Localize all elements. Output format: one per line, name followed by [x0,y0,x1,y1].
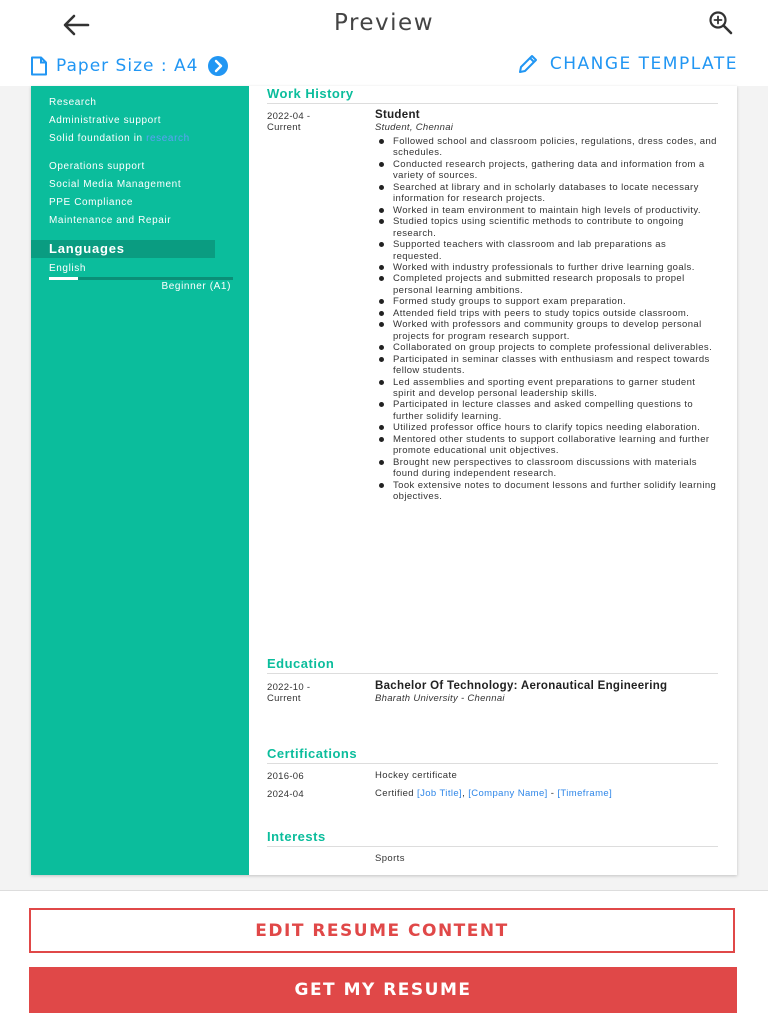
zoom-in-icon [706,9,738,37]
skill-item [49,132,239,150]
work-bullet: Participated in seminar classes with enthusiasm and respect towards fellow students. [393,354,718,377]
work-bullet: Formed study groups to support exam preparation. [393,296,718,307]
paper-size-selector[interactable] [30,54,230,78]
get-my-resume-button[interactable]: GET MY RESUME [29,967,737,1013]
skill-item: Social Media Management [49,179,182,190]
language-proficiency-bar [49,277,233,280]
skill-highlight: research [146,133,190,144]
edit-resume-content-button[interactable]: EDIT RESUME CONTENT [29,908,735,953]
education-date: 2022-10 - Current [267,682,311,704]
chevron-right-circle-icon [206,54,230,78]
certification-date: 2016-06 [267,771,304,782]
work-bullet-list [375,136,718,503]
work-bullet: Worked in team environment to maintain high levels of productivity. [393,205,718,216]
school-name: Bharath University - Chennai [375,693,505,704]
work-bullet: Completed projects and submitted research proposals to propel personal learning ambitions. [393,273,718,296]
work-bullet: Worked with professors and community groups to develop personal projects for program research support. [393,319,718,342]
language-level: Beginner (A1) [161,281,231,292]
bottom-action-bar [0,890,768,1025]
degree-title: Bachelor Of Technology: Aeronautical Engineering [375,680,668,692]
top-app-bar [0,0,768,50]
paper-size-label: Paper Size : A4 [56,56,199,76]
change-template-button[interactable] [516,52,738,76]
work-bullet: Collaborated on group projects to complete professional deliverables. [393,342,718,353]
job-subtitle: Student, Chennai [375,122,454,133]
languages-heading-text: Languages [49,241,125,256]
job-title: Student [375,109,420,121]
pencil-icon [516,52,540,76]
cert-separator: - [550,788,555,799]
work-bullet: Studied topics using scientific methods to contribute to ongoing research. [393,216,718,239]
cert-label: Certified [375,788,414,799]
work-bullet: Led assemblies and sporting event preparations to garner student spirit and develop personal leadership skills. [393,377,718,400]
skill-item: PPE Compliance [49,197,133,208]
work-date: 2022-04 - Current [267,111,311,133]
work-history-heading: Work History [267,86,718,104]
zoom-in-button[interactable] [706,9,738,37]
work-bullet: Worked with industry professionals to further drive learning goals. [393,262,718,273]
resume-preview[interactable] [31,86,737,875]
certification-text: Certified [Job Title], [Company Name] - [Timeframe] [375,788,613,799]
company-name-placeholder: [Company Name] [468,788,548,799]
work-bullet: Utilized professor office hours to clarify topics needing elaboration. [393,422,718,433]
interests-heading: Interests [267,829,718,847]
work-bullet: Supported teachers with classroom and lab preparations as requested. [393,239,718,262]
skill-item: Operations support [49,161,145,172]
work-bullet: Participated in lecture classes and asked compelling questions to further solidify learning. [393,399,718,422]
timeframe-placeholder: [Timeframe] [557,788,613,799]
work-bullet: Brought new perspectives to classroom discussions with materials found during independent research. [393,457,718,480]
language-proficiency-fill [49,277,78,280]
work-entry [375,109,718,503]
skill-text: Solid foundation in [49,133,143,144]
resume-sidebar [31,86,249,875]
change-template-label: CHANGE TEMPLATE [549,54,738,74]
languages-heading [31,240,215,258]
work-bullet: Conducted research projects, gathering data and information from a variety of sources. [393,159,718,182]
work-bullet: Took extensive notes to document lessons and further solidify learning objectives. [393,479,717,503]
certification-date: 2024-04 [267,789,304,800]
work-bullet: Attended field trips with peers to study topics outside classroom. [393,308,718,319]
skill-item: Maintenance and Repair [49,215,172,226]
work-bullet: Mentored other students to support collaborative learning and further promote educational unit objectives. [393,434,718,457]
language-name: English [49,263,86,274]
certification-text: Hockey certificate [375,770,458,781]
skill-item: Administrative support [49,115,162,126]
preview-toolbar [0,46,768,86]
certifications-heading: Certifications [267,746,718,764]
education-heading: Education [267,656,718,674]
work-bullet: Searched at library and in scholarly databases to locate necessary information for research projects. [393,182,718,205]
work-bullet: Followed school and classroom policies, regulations, dress codes, and schedules. [393,136,717,159]
document-icon [30,56,48,76]
education-entry [375,680,718,705]
skill-item: Research [49,97,97,108]
job-title-placeholder: [Job Title] [417,788,463,799]
interest-item: Sports [375,853,405,864]
skills-list [49,96,239,232]
page-title: Preview [333,10,435,36]
